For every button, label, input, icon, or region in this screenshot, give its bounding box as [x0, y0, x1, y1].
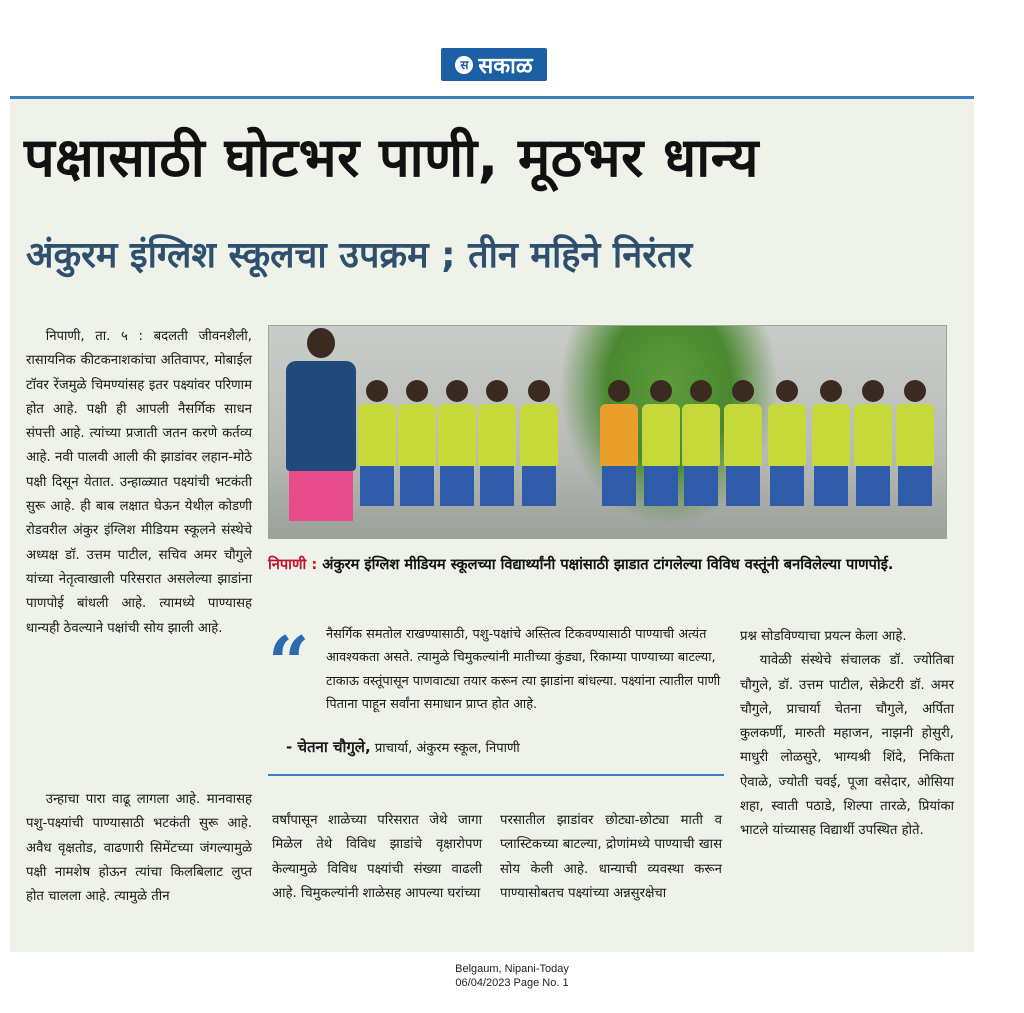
article-photo: [268, 325, 947, 539]
caption-place: निपाणी :: [268, 556, 318, 573]
column-1-paragraph-1: [26, 325, 252, 641]
footer-edition: Belgaum, Nipani-Today: [455, 963, 569, 975]
student-figure: [853, 380, 893, 530]
column-2: [272, 809, 482, 906]
pull-quote: [268, 620, 724, 756]
student-figure: [477, 380, 517, 530]
column-text: निपाणी, ता. ५ : बदलती जीवनशैली, रासायनिक कीटकनाशकांचा अतिवापर, मोबाईल टॉवर रेंजमुळे चिमण्यांसह इतर पक्ष्यांवर परिणाम होत आहे. पक्षी ही आपली नैसर्गिक साधन संपत्ती आहे. त्यांच्या प्रजाती जतन करणे कर्तव्य आहे. नवी पालवी आली की झाडांवर लहान-मोठे पक्षी दिसून येतात. उन्हाळ्यात पक्ष्यांची भटकंती सुरू आहे. ही बाब लक्षात घेऊन येथील कोडणी रोडवरील अंकुर इंग्लिश मीडियम स्कूलने संस्थेचे अध्यक्ष डॉ. उत्तम पाटील, सचिव अमर चौगुले यांच्या नेतृत्वाखाली परिसरात असलेल्या झाडांना पाणपोई बांधली आहे. त्यामध्ये पाण्यासह धान्यही ठेवल्याने पक्षांची सोय झाली आहे.: [26, 329, 252, 636]
logo-mark-icon: स: [455, 56, 473, 74]
student-figure: [641, 380, 681, 530]
logo-text: सकाळ: [478, 53, 533, 79]
student-figure: [895, 380, 935, 530]
student-figure: [519, 380, 559, 530]
article-clipping: [10, 96, 974, 952]
student-figure: [437, 380, 477, 530]
subheadline: अंकुरम इंग्लिश स्कूलचा उपक्रम ; तीन महिने निरंतर: [26, 235, 693, 276]
column-3: [500, 809, 722, 906]
quote-text: नैसर्गिक समतोल राखण्यासाठी, पशु-पक्षांचे अस्तित्व टिकवण्यासाठी पाण्याची अत्यंत आवश्यकता असते. त्यामुळे चिमुकल्यांनी मातीच्या कुंड्या, रिकाम्या पाण्याच्या बाटल्या, टाकाऊ वस्तूंपासून पाणवाट्या तयार करून त्या झाडांना बांधल्या. पक्ष्यांना त्यातील पाणी पिताना पाहून सर्वांना समाधान प्राप्त होत आहे.: [326, 627, 721, 713]
column-1-paragraph-2: [26, 788, 252, 909]
student-figure: [681, 380, 721, 530]
page-footer: [0, 962, 1024, 990]
footer-date-page: 06/04/2023 Page No. 1: [455, 977, 569, 989]
student-figure: [397, 380, 437, 530]
teacher-figure: [281, 328, 361, 538]
column-text: यावेळी संस्थेचे संचालक डॉ. ज्योतिबा चौगुले, डॉ. उत्तम पाटील, सेक्रेटरी डॉ. अमर चौगुले, प्राचार्या चेतना चौगुले, अर्पिता कुलकर्णी, मारुती महाजन, नाझनी होसुरी, माधुरी लोळसुरे, भाग्यश्री शिंदे, निकिता ऐवाळे, ज्योती चवई, पूजा वसेदार, ओसिया शहा, स्वाती पठाडे, शिल्पा तारळे, प्रियांका भाटले यांच्यासह विद्यार्थी उपस्थित होते.: [740, 653, 954, 839]
student-figure: [723, 380, 763, 530]
student-figure: [599, 380, 639, 530]
student-figure: [767, 380, 807, 530]
column-text: परसातील झाडांवर छोट्या-छोट्या माती व प्लास्टिकच्या बाटल्या, द्रोणांमध्ये पाण्याची खास सोय केली आहे. धान्याची व्यवस्था करून पाण्यासोबतच पक्ष्यांच्या अन्नसुरक्षेचा: [500, 813, 722, 901]
photo-caption: [268, 552, 948, 577]
column-text: वर्षांपासून शाळेच्या परिसरात जेथे जागा मिळेल तेथे विविध झाडांचे वृक्षारोपण केल्यामुळे विविध पक्ष्यांची संख्या वाढली आहे. चिमुकल्यांनी शाळेसह आपल्या घरांच्या: [272, 813, 482, 901]
column-text: प्रश्न सोडविण्याचा प्रयत्न केला आहे.: [740, 629, 907, 644]
quote-byline: [286, 737, 520, 759]
quote-author: - चेतना चौगुले,: [286, 738, 371, 756]
column-text: उन्हाचा पारा वाढू लागला आहे. मानवासह पशु-पक्ष्यांची पाण्यासाठी भटकंती सुरू आहे. अवैध वृक्षतोड, वाढणारी सिमेंटच्या जंगल्यामुळे पक्षी नामशेष होऊन त्यांचा किलबिलाट लुप्त होत चालला आहे. त्यामुळे तीन: [26, 792, 252, 905]
quote-divider: [268, 774, 724, 776]
headline: पक्षासाठी घोटभर पाणी, मूठभर धान्य: [24, 126, 759, 189]
column-4: [740, 625, 954, 844]
quote-author-title: प्राचार्या, अंकुरम स्कूल, निपाणी: [374, 741, 520, 756]
sakal-logo: [441, 48, 547, 81]
student-figure: [811, 380, 851, 530]
quote-mark-icon: “: [268, 620, 310, 705]
caption-text: अंकुरम इंग्लिश मीडियम स्कूलच्या विद्यार्थ्यांनी पक्षांसाठी झाडात टांगलेल्या विविध वस्तूंनी बनविलेल्या पाणपोई.: [322, 556, 894, 573]
student-figure: [357, 380, 397, 530]
